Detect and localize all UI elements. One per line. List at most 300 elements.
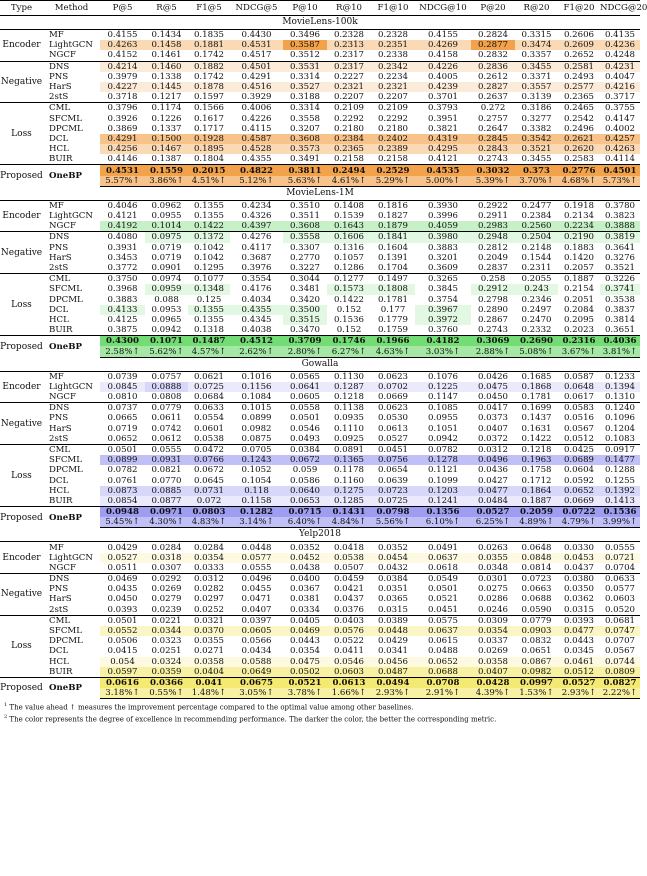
metric-cell: 0.1241 [415, 496, 471, 507]
metric-cell: 0.0251 [151, 646, 182, 657]
metric-cell: 0.1643 [327, 221, 371, 232]
metric-cell: 0.0434 [241, 646, 272, 657]
metric-cell: 0.3188 [289, 92, 321, 103]
metric-cell: 0.0493 [289, 433, 321, 444]
metric-cell: 0.2477 [521, 200, 552, 211]
metric-cell: 0.1963 [515, 455, 558, 465]
metric-cell: 0.0546 [327, 657, 371, 667]
metric-cell: 0.0324 [145, 657, 188, 667]
metric-cell: 0.1868 [515, 382, 558, 392]
metric-cell: 0.1084 [241, 392, 272, 403]
group-type: Negative [0, 574, 43, 616]
metric-cell: 0.1275 [327, 486, 371, 496]
metric-cell: 0.2346 [521, 294, 552, 305]
metric-cell: 0.2577 [558, 82, 600, 92]
metric-cell: 0.4535 [415, 165, 471, 176]
metric-cell: 0.3314 [289, 71, 321, 82]
method-name: DPCML [49, 294, 83, 305]
metric-cell: 0.3837 [604, 304, 636, 315]
metric-cell: 0.4528 [230, 144, 283, 154]
metric-cell: 0.0496 [471, 455, 515, 465]
metric-cell: 0.3967 [415, 305, 471, 315]
metric-cell: 0.2015 [188, 165, 230, 176]
metric-cell: 0.4227 [100, 82, 145, 92]
improvement-cell: 4.30%↑ [145, 517, 188, 528]
metric-cell: 0.2389 [371, 144, 415, 154]
group-type: Proposed [0, 507, 43, 528]
metric-cell: 0.1882 [188, 61, 230, 72]
metric-cell: 0.3651 [604, 325, 636, 336]
metric-cell: 0.2109 [327, 103, 371, 114]
method-name: DCL [49, 304, 69, 315]
table-row [0, 465, 640, 475]
metric-cell: 0.3542 [515, 134, 558, 144]
table-row [0, 274, 640, 285]
metric-cell: 0.4121 [107, 211, 138, 222]
improvement-cell: 1.53%↑ [515, 688, 558, 699]
metric-cell: 0.2497 [521, 304, 552, 315]
method-name: HarS [49, 82, 72, 93]
metric-cell: 0.0263 [477, 542, 509, 553]
improvement-cell: 5.29%↑ [371, 176, 415, 187]
metric-cell: 0.0854 [100, 496, 145, 507]
metric-cell: 0.2836 [471, 61, 515, 72]
metric-cell: 0.2095 [563, 314, 595, 325]
metric-cell: 0.1083 [604, 433, 636, 444]
metric-cell: 0.3455 [521, 154, 552, 165]
metric-cell: 0.4080 [100, 232, 145, 243]
metric-cell: 0.3557 [515, 82, 558, 92]
method-name: NGCF [49, 221, 76, 232]
method-name: BUIR [49, 495, 73, 506]
metric-cell: 0.0971 [145, 507, 188, 518]
metric-cell: 0.0421 [333, 584, 365, 595]
table-row [0, 434, 640, 445]
metric-cell: 0.2647 [477, 123, 509, 134]
metric-cell: 0.0475 [283, 657, 327, 667]
metric-cell: 0.3226 [600, 274, 640, 285]
metric-cell: 0.1487 [188, 336, 230, 347]
metric-cell: 0.0782 [107, 465, 138, 476]
metric-cell: 0.0982 [241, 423, 272, 434]
metric-cell: 0.3510 [289, 200, 321, 211]
metric-cell: 0.0565 [289, 371, 321, 382]
metric-cell: 0.2292 [377, 113, 409, 124]
metric-cell: 0.1042 [193, 242, 225, 253]
method-name: SFCML [49, 455, 82, 466]
metric-cell: 0.1174 [145, 103, 188, 114]
metric-cell: 0.4517 [241, 50, 272, 61]
metric-cell: 0.0885 [145, 486, 188, 496]
footnotes [0, 699, 640, 724]
metric-cell: 0.3587 [283, 40, 327, 50]
metric-cell: 0.0708 [415, 677, 471, 688]
table-row [0, 315, 640, 325]
metric-cell: 0.1057 [333, 252, 365, 263]
method-name: 2stS [49, 433, 69, 444]
metric-cell: 0.1156 [230, 382, 283, 392]
metric-cell: 0.1110 [333, 423, 365, 434]
improvement-cell: 5.57%↑ [100, 176, 145, 187]
metric-cell: 0.4005 [427, 71, 459, 82]
metric-cell: 0.2292 [333, 113, 365, 124]
table-row [0, 382, 640, 392]
metric-cell: 0.3811 [283, 165, 327, 176]
column-header: F1@20 [558, 1, 600, 16]
column-header: Method [43, 1, 100, 16]
header-row [0, 1, 640, 16]
metric-cell: 0.2757 [477, 113, 509, 124]
metric-cell: 0.4182 [415, 336, 471, 347]
metric-cell: 0.1392 [600, 486, 640, 496]
metric-cell: 0.0312 [471, 444, 515, 455]
metric-cell: 0.0407 [477, 423, 509, 434]
metric-cell: 0.0275 [477, 584, 509, 595]
metric-cell: 0.1282 [230, 507, 283, 518]
metric-cell: 0.4516 [230, 82, 283, 92]
table-row [0, 305, 640, 315]
metric-cell: 0.0832 [521, 636, 552, 647]
metric-cell: 0.3527 [283, 82, 327, 92]
metric-cell: 0.0318 [145, 553, 188, 563]
metric-cell: 0.2496 [563, 123, 595, 134]
metric-cell: 0.0605 [230, 626, 283, 636]
metric-cell: 0.0487 [371, 667, 415, 678]
table-row [0, 605, 640, 616]
metric-cell: 0.1138 [327, 403, 371, 414]
metric-cell: 0.2134 [563, 211, 595, 222]
metric-cell: 0.0648 [521, 542, 552, 553]
method-name: HarS [49, 594, 72, 605]
metric-cell: 0.0567 [604, 646, 636, 657]
method-name: NGCF [49, 392, 76, 403]
improvement-cell: 6.27%↑ [327, 346, 371, 357]
dataset-title: Gowalla [0, 357, 640, 371]
metric-cell: 0.4269 [415, 40, 471, 50]
metric-cell: 0.3701 [427, 92, 459, 103]
metric-cell: 0.2867 [477, 314, 509, 325]
group-type: Loss [0, 274, 43, 336]
metric-cell: 0.1742 [193, 71, 225, 82]
metric-cell: 0.0953 [151, 304, 182, 315]
metric-cell: 0.0452 [283, 553, 327, 563]
metric-cell: 0.1348 [188, 284, 230, 294]
table-row [0, 496, 640, 507]
table-row [0, 626, 640, 636]
metric-cell: 0.2109 [371, 103, 415, 114]
metric-cell: 0.0345 [563, 646, 595, 657]
metric-cell: 0.0475 [471, 382, 515, 392]
metric-cell: 0.1445 [145, 82, 188, 92]
table-row [0, 392, 640, 403]
metric-cell: 0.2827 [471, 82, 515, 92]
metric-cell: 0.1631 [521, 423, 552, 434]
metric-cell: 0.1051 [427, 423, 459, 434]
metric-cell: 0.0279 [151, 594, 182, 605]
table-row [0, 103, 640, 114]
metric-cell: 0.2620 [558, 144, 600, 154]
metric-cell: 0.3780 [604, 200, 636, 211]
metric-cell: 0.1240 [600, 403, 640, 414]
metric-cell: 0.0867 [515, 657, 558, 667]
metric-cell: 0.2877 [471, 40, 515, 50]
metric-cell: 0.4257 [600, 134, 640, 144]
metric-cell: 0.1559 [145, 165, 188, 176]
metric-cell: 0.4512 [230, 336, 283, 347]
column-header: R@20 [515, 1, 558, 16]
metric-cell: 0.3875 [107, 325, 138, 336]
metric-cell: 0.1544 [521, 252, 552, 263]
metric-cell: 0.3069 [471, 336, 515, 347]
metric-cell: 0.0511 [107, 562, 138, 573]
metric-cell: 0.1054 [241, 475, 272, 486]
metric-cell: 0.0633 [600, 574, 640, 585]
metric-cell: 0.0672 [283, 455, 327, 465]
metric-cell: 0.0814 [521, 562, 552, 573]
metric-cell: 0.1497 [371, 274, 415, 285]
table-row [0, 30, 640, 41]
metric-cell: 0.3276 [604, 252, 636, 263]
metric-cell: 0.0555 [604, 542, 636, 553]
metric-cell: 0.0721 [600, 553, 640, 563]
metric-cell: 0.0744 [600, 657, 640, 667]
column-header: R@5 [145, 1, 188, 16]
metric-cell: 0.0372 [477, 433, 509, 444]
improvement-cell: 1.48%↑ [188, 688, 230, 699]
metric-cell: 0.1887 [515, 496, 558, 507]
metric-cell: 0.0494 [371, 677, 415, 688]
metric-cell: 0.1356 [415, 507, 471, 518]
table-row [0, 61, 640, 72]
metric-cell: 0.0512 [558, 667, 600, 678]
improvement-cell: 2.93%↑ [558, 688, 600, 699]
improvement-cell: 2.58%↑ [100, 346, 145, 357]
metric-cell: 0.4531 [100, 165, 145, 176]
metric-cell: 0.1042 [193, 252, 225, 263]
metric-cell: 0.1536 [333, 314, 365, 325]
improvement-cell: 2.62%↑ [230, 346, 283, 357]
metric-cell: 0.1617 [193, 113, 225, 124]
metric-cell: 0.0684 [193, 392, 225, 403]
metric-cell: 0.4115 [241, 123, 272, 134]
metric-cell: 0.1391 [377, 252, 409, 263]
metric-cell: 0.3926 [107, 113, 138, 124]
metric-cell: 0.1881 [188, 40, 230, 50]
metric-cell: 0.3573 [283, 144, 327, 154]
metric-cell: 0.0742 [151, 423, 182, 434]
column-header: Type [0, 1, 43, 16]
method-name: OneBP [43, 336, 100, 357]
metric-cell: 0.4319 [415, 134, 471, 144]
metric-cell: 0.0723 [515, 574, 558, 585]
metric-cell: 0.0613 [327, 677, 371, 688]
method-name: PNS [49, 584, 69, 595]
metric-cell: 0.0429 [377, 636, 409, 647]
metric-cell: 0.1085 [415, 403, 471, 414]
method-name: HarS [49, 252, 72, 263]
method-name: CML [43, 615, 100, 626]
metric-cell: 0.3821 [427, 123, 459, 134]
metric-cell: 0.2338 [377, 50, 409, 61]
metric-cell: 0.0351 [377, 584, 409, 595]
metric-cell: 0.0323 [151, 636, 182, 647]
metric-cell: 0.0959 [145, 284, 188, 294]
metric-cell: 0.0757 [151, 371, 182, 382]
metric-cell: 0.0455 [241, 584, 272, 595]
metric-cell: 0.4276 [230, 232, 283, 243]
metric-cell: 0.3869 [107, 123, 138, 134]
metric-cell: 0.0527 [558, 677, 600, 688]
metric-cell: 0.3755 [600, 103, 640, 114]
metric-cell: 0.4345 [241, 314, 272, 325]
metric-cell: 0.1458 [145, 40, 188, 50]
metric-cell: 0.0715 [283, 507, 327, 518]
metric-cell: 0.0512 [563, 433, 595, 444]
metric-cell: 0.0613 [377, 423, 409, 434]
column-header: NDCG@10 [415, 1, 471, 16]
metric-cell: 0.0955 [151, 211, 182, 222]
metric-cell: 0.1408 [333, 200, 365, 211]
improvement-cell: 4.63%↑ [371, 346, 415, 357]
metric-cell: 0.3307 [289, 242, 321, 253]
improvement-cell: 3.81%↑ [600, 346, 640, 357]
metric-cell: 0.0404 [188, 667, 230, 678]
metric-cell: 0.0448 [241, 542, 272, 553]
improvement-cell: 3.05%↑ [230, 688, 283, 699]
metric-cell: 0.3139 [521, 92, 552, 103]
metric-cell: 0.4326 [241, 211, 272, 222]
method-name: HarS [49, 423, 72, 434]
metric-cell: 0.0354 [188, 553, 230, 563]
table-row [0, 211, 640, 221]
table-row [0, 295, 640, 305]
metric-cell: 0.4114 [604, 154, 636, 165]
metric-cell: 0.4047 [604, 71, 636, 82]
metric-cell: 0.0808 [151, 392, 182, 403]
method-name: NGCF [49, 562, 76, 573]
metric-cell: 0.3687 [241, 252, 272, 263]
metric-cell: 0.4034 [241, 294, 272, 305]
metric-cell: 0.0365 [377, 594, 409, 605]
metric-cell: 0.2494 [327, 165, 371, 176]
metric-cell: 0.0637 [415, 626, 471, 636]
metric-cell: 0.3976 [241, 263, 272, 274]
metric-cell: 0.125 [196, 294, 222, 305]
method-name: SFCML [49, 626, 82, 637]
method-name: BUIR [49, 666, 73, 677]
metric-cell: 0.1895 [188, 144, 230, 154]
group-type: Negative [0, 61, 43, 103]
metric-cell: 0.0312 [188, 574, 230, 585]
group-type: Proposed [0, 336, 43, 357]
metric-cell: 0.0903 [515, 626, 558, 636]
metric-cell: 0.3883 [107, 294, 138, 305]
metric-cell: 0.2690 [515, 336, 558, 347]
metric-cell: 0.4263 [600, 144, 640, 154]
metric-cell: 0.0875 [241, 433, 272, 444]
metric-cell: 0.0344 [145, 626, 188, 636]
metric-cell: 0.3186 [515, 103, 558, 114]
metric-cell: 0.3207 [289, 123, 321, 134]
method-name: DCL [49, 133, 69, 144]
metric-cell: 0.0549 [415, 574, 471, 585]
metric-cell: 0.1966 [371, 336, 415, 347]
metric-cell: 0.0803 [188, 507, 230, 518]
table-row [0, 594, 640, 604]
proposed-row [0, 677, 640, 688]
metric-cell: 0.4397 [230, 221, 283, 232]
metric-cell: 0.1841 [371, 232, 415, 243]
metric-cell: 0.0239 [151, 604, 182, 615]
metric-cell: 0.4117 [241, 242, 272, 253]
metric-cell: 0.0330 [563, 542, 595, 553]
metric-cell: 0.0443 [289, 636, 321, 647]
metric-cell: 0.0520 [604, 604, 636, 615]
metric-cell: 0.3496 [289, 30, 321, 41]
improvement-cell: 2.22%↑ [600, 688, 640, 699]
metric-cell: 0.1759 [377, 325, 409, 336]
metric-cell: 0.1016 [241, 371, 272, 382]
metric-cell: 0.0637 [415, 553, 471, 563]
metric-cell: 0.0461 [558, 657, 600, 667]
metric-cell: 0.152 [336, 325, 362, 336]
metric-cell: 0.0552 [100, 626, 145, 636]
metric-cell: 0.3558 [289, 113, 321, 124]
metric-cell: 0.0269 [151, 584, 182, 595]
metric-cell: 0.2948 [471, 232, 515, 243]
metric-cell: 0.118 [230, 486, 283, 496]
metric-cell: 0.0380 [558, 574, 600, 585]
metric-cell: 0.4501 [600, 165, 640, 176]
metric-cell: 0.1597 [193, 92, 225, 103]
improvement-cell: 1.66%↑ [327, 688, 371, 699]
metric-cell: 0.1717 [193, 123, 225, 134]
method-name: HCL [49, 656, 69, 667]
metric-cell: 0.3511 [289, 211, 321, 222]
metric-cell: 0.0821 [151, 465, 182, 476]
metric-cell: 0.0427 [477, 475, 509, 486]
metric-cell: 0.0756 [371, 455, 415, 465]
method-name: PNS [49, 71, 69, 82]
metric-cell: 0.0652 [107, 433, 138, 444]
footnote-1 [4, 701, 640, 712]
metric-cell: 0.0651 [521, 646, 552, 657]
metric-cell: 0.2384 [327, 134, 371, 144]
metric-cell: 0.4152 [107, 50, 138, 61]
metric-cell: 0.3474 [515, 40, 558, 50]
metric-cell: 0.1918 [563, 200, 595, 211]
metric-cell: 0.0438 [289, 562, 321, 573]
metric-cell: 0.0672 [193, 465, 225, 476]
method-name: HCL [49, 485, 69, 496]
metric-cell: 0.4531 [230, 40, 283, 50]
metric-cell: 0.0397 [230, 615, 283, 626]
metric-cell: 0.0737 [100, 403, 145, 414]
metric-cell: 0.0948 [100, 507, 145, 518]
metric-cell: 0.0443 [563, 636, 595, 647]
table-row [0, 553, 640, 563]
metric-cell: 0.0623 [377, 371, 409, 382]
metric-cell: 0.0982 [515, 667, 558, 678]
metric-cell: 0.1365 [327, 455, 371, 465]
metric-cell: 0.0407 [241, 604, 272, 615]
metric-cell: 0.3996 [427, 211, 459, 222]
metric-cell: 0.3968 [107, 284, 138, 295]
metric-cell: 0.1477 [600, 455, 640, 465]
improvement-cell: 3.03%↑ [415, 346, 471, 357]
metric-cell: 0.0617 [563, 392, 595, 403]
metric-cell: 0.3718 [107, 92, 138, 103]
